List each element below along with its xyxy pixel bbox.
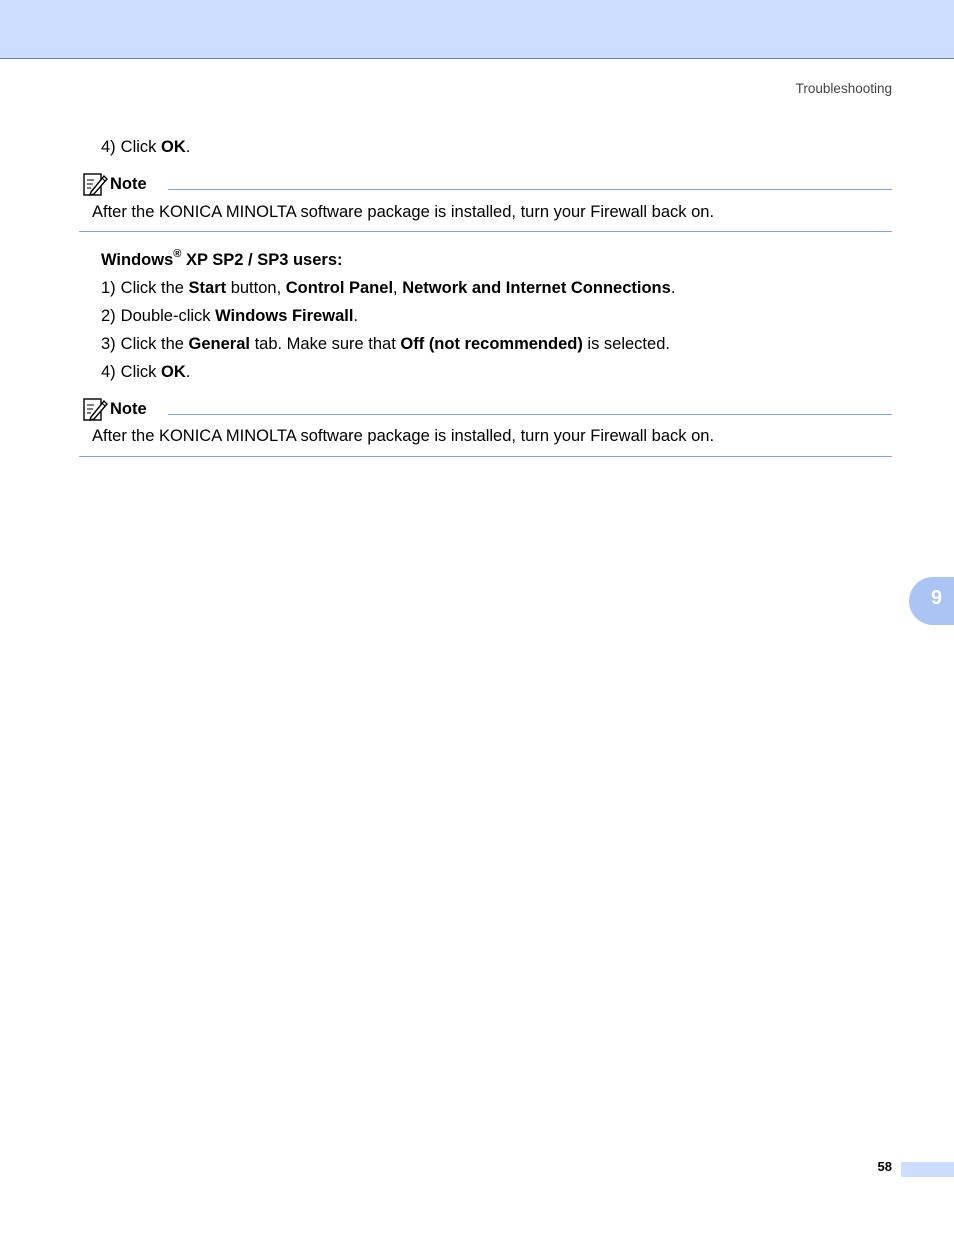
- step-control-panel: [101, 279, 675, 298]
- step-number: 3): [101, 335, 116, 353]
- footer-bar: [901, 1162, 954, 1177]
- step-text: Click: [120, 138, 162, 156]
- step-text: .: [670, 279, 676, 297]
- note-label: Note: [110, 400, 147, 418]
- registered-mark: ®: [173, 248, 182, 260]
- step-bold: Network and Internet Connections: [402, 279, 671, 297]
- step-text: Click: [120, 363, 162, 381]
- note-text-2: After the KONICA MINOLTA software package is installed, turn your Firewall back on.: [92, 427, 715, 445]
- step-number: 4): [101, 363, 116, 381]
- note-text-1: After the KONICA MINOLTA software package is installed, turn your Firewall back on.: [92, 203, 715, 221]
- chapter-tab: [909, 577, 954, 625]
- step-click-ok-1: [101, 138, 190, 157]
- note-rule-bottom-1: [79, 231, 892, 232]
- step-text: button,: [226, 279, 286, 297]
- step-text: is selected.: [582, 335, 670, 353]
- step-text: Click the: [120, 335, 189, 353]
- header-band: [0, 0, 954, 59]
- step-number: 4): [101, 138, 116, 156]
- step-text: Double-click: [120, 307, 216, 325]
- section-heading: [101, 248, 343, 270]
- step-click-ok-2: [101, 363, 190, 382]
- step-general-tab: [101, 335, 670, 354]
- step-number: 2): [101, 307, 116, 325]
- note-rule-top-2: [168, 414, 892, 415]
- step-bold: Start: [188, 279, 227, 297]
- note-pencil-icon: [82, 171, 108, 197]
- step-number: 1): [101, 279, 116, 297]
- step-bold: Control Panel: [285, 279, 394, 297]
- note-rule-top-1: [168, 189, 892, 190]
- page-number: 58: [877, 1159, 892, 1174]
- note-pencil-icon: [82, 396, 108, 422]
- step-text: .: [185, 363, 191, 381]
- heading-text: Windows: [101, 251, 174, 269]
- step-windows-firewall: [101, 307, 358, 326]
- step-text: tab. Make sure that: [249, 335, 401, 353]
- note-rule-bottom-2: [79, 456, 892, 457]
- step-text: .: [185, 138, 191, 156]
- step-bold: Off (not recommended): [400, 335, 583, 353]
- chapter-number: 9: [931, 587, 943, 609]
- step-bold: OK: [161, 363, 186, 381]
- step-bold: OK: [161, 138, 186, 156]
- note-label: Note: [110, 175, 147, 193]
- step-bold: General: [188, 335, 250, 353]
- heading-text: XP SP2 / SP3 users:: [181, 251, 343, 269]
- running-title: Troubleshooting: [795, 81, 892, 96]
- step-text: Click the: [120, 279, 189, 297]
- step-text: .: [353, 307, 359, 325]
- step-bold: Windows Firewall: [215, 307, 354, 325]
- step-text: ,: [393, 279, 403, 297]
